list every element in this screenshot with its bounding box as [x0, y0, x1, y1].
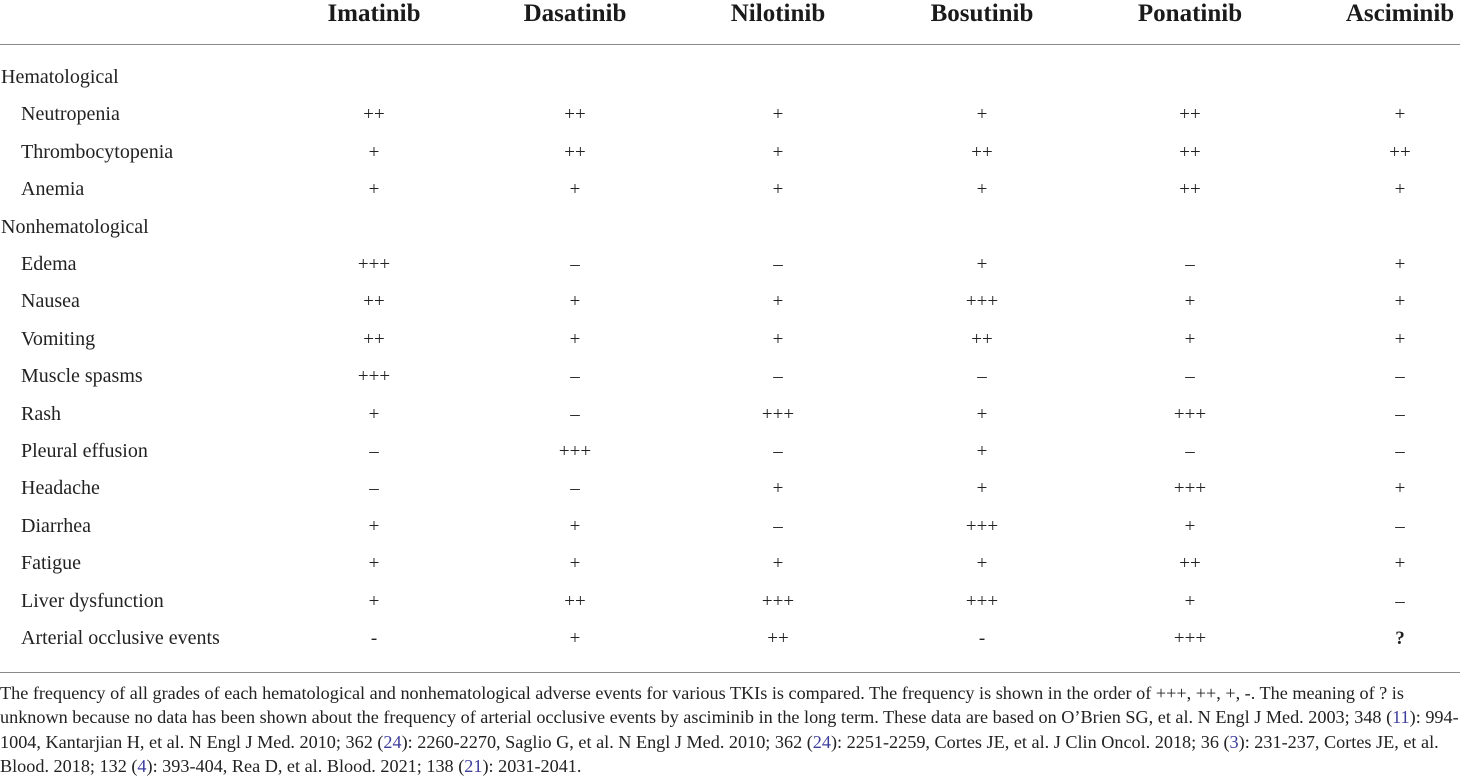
table-bottom-rule [0, 672, 1460, 673]
table-cell: – [570, 366, 580, 388]
table-cell: + [976, 553, 988, 575]
row-label: Fatigue [21, 552, 81, 575]
table-cell: ++ [564, 104, 586, 126]
table-cell: – [1395, 590, 1405, 612]
table-cell: + [772, 328, 784, 350]
table-cell: – [1185, 441, 1195, 462]
table-cell: +++ [965, 291, 999, 313]
table-cell: – [773, 254, 783, 275]
reference-link[interactable]: 11 [1392, 707, 1410, 728]
table-cell: – [773, 515, 783, 537]
row-label: Liver dysfunction [21, 589, 164, 612]
table-cell: ++ [767, 628, 789, 649]
table-row [0, 583, 1460, 620]
footnote-text: ): 2031-2041. [482, 756, 582, 777]
row-label: Vomiting [21, 327, 96, 350]
reference-link[interactable]: 21 [464, 756, 483, 777]
row-label: Thrombocytopenia [21, 140, 174, 163]
footnote-text: ): 2251-2259, Cortes JE, et al. J Clin Oncol. 2018; 36 ( [830, 731, 1230, 752]
group-row [0, 209, 1460, 246]
table-cell: – [570, 403, 580, 425]
footnote-text: ): 393-404, Rea D, et al. Blood. 2021; 138 ( [146, 756, 465, 777]
footnote-text: ): 231-237, Cortes JE, et al. Blood. 2018; 132 ( [0, 731, 1444, 777]
table-row [0, 433, 1460, 470]
table-cell: + [569, 628, 581, 649]
row-label: Muscle spasms [21, 365, 143, 388]
table-cell: ? [1395, 628, 1405, 649]
table-cell: +++ [761, 590, 795, 612]
table-cell: + [772, 553, 784, 575]
table-cell: + [1184, 515, 1196, 537]
table-row [0, 545, 1460, 582]
table-cell: + [976, 254, 988, 275]
table-cell: + [368, 590, 380, 612]
table-cell: + [368, 515, 380, 537]
table-row [0, 508, 1460, 545]
table-cell: + [569, 179, 581, 201]
table-cell: + [1184, 291, 1196, 313]
table-cell: + [772, 141, 784, 163]
table-cell: – [570, 478, 580, 500]
table-cell: + [1394, 328, 1406, 350]
table-cell: – [773, 366, 783, 388]
table-row [0, 321, 1460, 358]
table-row [0, 171, 1460, 208]
table-cell: – [369, 441, 379, 462]
row-label: Anemia [21, 178, 85, 201]
table-cell: + [772, 179, 784, 201]
table-row [0, 283, 1460, 320]
table-row [0, 96, 1460, 133]
table-cell: – [1395, 403, 1405, 425]
table-cell: ++ [971, 141, 993, 163]
table-cell: +++ [1173, 628, 1207, 649]
table-cell: + [976, 441, 988, 462]
group-row [0, 59, 1460, 96]
table-cell: ++ [1179, 179, 1201, 201]
table-cell: ++ [1389, 141, 1411, 163]
table-cell: – [1395, 515, 1405, 537]
row-label: Pleural effusion [21, 440, 148, 462]
table-cell: + [569, 515, 581, 537]
table-cell: + [976, 478, 988, 500]
reference-link[interactable]: 24 [812, 731, 831, 752]
footnote-text: The frequency of all grades of each hematological and nonhematological adverse events for various TKIs is compared. The frequency is shown in the order of +++, ++, +, -. The meaning of ? is unknown because no data has been shown about the frequency of arterial occlusive events by asciminib in the long term. These data are based on O’Brien SG, et al. N Engl J Med. 2003; 348 ( [0, 683, 1409, 728]
row-label: Neutropenia [21, 103, 120, 126]
table-cell: + [772, 104, 784, 126]
column-header-nilotinib: Nilotinib [730, 0, 826, 27]
table-cell: – [773, 441, 783, 462]
table-cell: +++ [1173, 403, 1207, 425]
table-cell: + [1394, 179, 1406, 201]
column-header-asciminib: Asciminib [1345, 0, 1455, 27]
table-cell: ++ [363, 328, 385, 350]
table-cell: +++ [357, 254, 391, 275]
table-cell: +++ [357, 366, 391, 388]
table-cell: ++ [564, 141, 586, 163]
table-cell: +++ [965, 515, 999, 537]
table-cell: ++ [1179, 553, 1201, 575]
table-row [0, 134, 1460, 171]
table-cell: + [368, 141, 380, 163]
row-label: Headache [21, 477, 100, 500]
reference-link[interactable]: 24 [383, 731, 402, 752]
table-cell: + [1184, 328, 1196, 350]
table-cell: – [1395, 366, 1405, 388]
table-cell: – [570, 254, 580, 275]
table-cell: ++ [1179, 104, 1201, 126]
table-cell: ++ [363, 104, 385, 126]
table-footnote [0, 681, 1460, 779]
table-cell: + [368, 553, 380, 575]
table-cell: ++ [1179, 141, 1201, 163]
table-cell: + [569, 553, 581, 575]
table-cell: + [368, 403, 380, 425]
footnote-text: ): 2260-2270, Saglio G, et al. N Engl J Med. 2010; 362 ( [401, 731, 813, 752]
table-cell: +++ [761, 403, 795, 425]
row-label: Diarrhea [21, 514, 91, 537]
table-cell: – [1185, 254, 1195, 275]
table-cell: – [1185, 366, 1195, 388]
table-cell: + [1394, 291, 1406, 313]
table-cell: + [569, 291, 581, 313]
table-cell: ++ [564, 590, 586, 612]
table-cell: – [369, 478, 379, 500]
table-cell: – [977, 366, 987, 388]
table-cell: + [1394, 104, 1406, 126]
table-row [0, 470, 1460, 507]
reference-link[interactable]: 4 [137, 756, 147, 777]
table-cell: + [368, 179, 380, 201]
column-header-dasatinib: Dasatinib [523, 0, 627, 27]
table-cell: - [978, 628, 986, 649]
row-label: Rash [21, 402, 61, 425]
table-cell: ++ [363, 291, 385, 313]
table-cell: - [370, 628, 378, 649]
table-cell: – [1395, 441, 1405, 462]
header-rule [0, 44, 1460, 45]
reference-link[interactable]: 3 [1229, 731, 1239, 752]
table-row [0, 396, 1460, 433]
table-cell: + [1394, 478, 1406, 500]
column-header-ponatinib: Ponatinib [1137, 0, 1243, 27]
table-cell: +++ [558, 441, 592, 462]
row-label: Edema [21, 253, 77, 275]
row-label: Arterial occlusive events [21, 627, 220, 649]
table-cell: + [1394, 254, 1406, 275]
table-cell: +++ [965, 590, 999, 612]
table-cell: + [1184, 590, 1196, 612]
column-header-imatinib: Imatinib [327, 0, 421, 27]
table-cell: + [772, 291, 784, 313]
table-row [0, 246, 1460, 283]
column-header-bosutinib: Bosutinib [930, 0, 1034, 27]
table-cell: + [976, 403, 988, 425]
table-cell: ++ [971, 328, 993, 350]
table-cell: + [772, 478, 784, 500]
table-cell: + [976, 104, 988, 126]
table-row [0, 358, 1460, 395]
group-label: Hematological [1, 66, 119, 88]
table-cell: +++ [1173, 478, 1207, 500]
table-header [0, 0, 1460, 44]
footnote-text: ): 994-1004, Kantarjian H, et al. N Engl J Med. 2010; 362 ( [0, 707, 1459, 752]
group-label: Nonhematological [1, 215, 149, 238]
row-label: Nausea [21, 290, 80, 313]
table-cell: + [569, 328, 581, 350]
table-cell: + [976, 179, 988, 201]
table-row [0, 620, 1460, 657]
table-cell: + [1394, 553, 1406, 575]
